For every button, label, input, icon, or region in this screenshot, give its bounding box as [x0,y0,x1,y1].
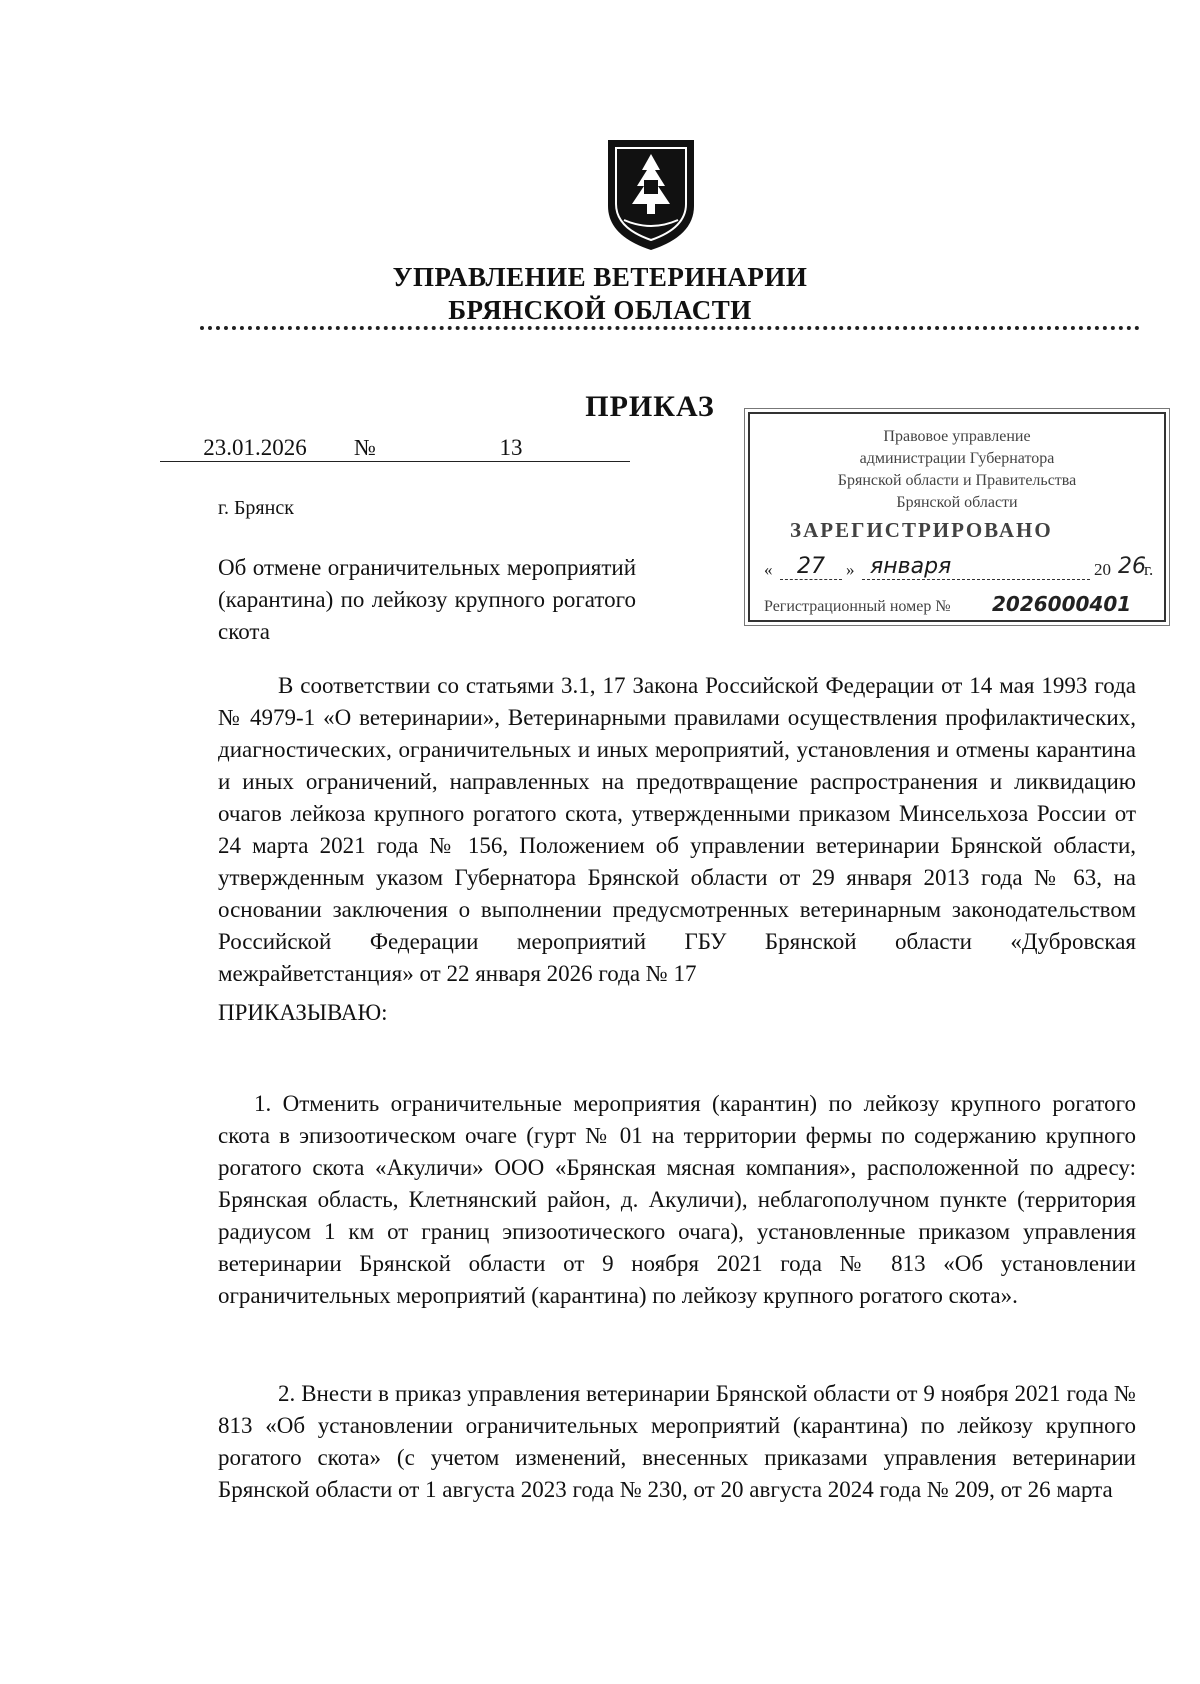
bryansk-coat-of-arms-icon [602,136,700,254]
dotted-divider [200,326,1140,330]
stamp-registered: ЗАРЕГИСТРИРОВАНО [790,518,1053,542]
stamp-date-quote-open: « [764,560,773,579]
registration-stamp [748,412,1166,622]
org-title-line2: БРЯНСКОЙ ОБЛАСТИ [448,295,752,325]
stamp-line1: Правовое управление [883,428,1031,445]
document-city: г. Брянск [218,497,294,519]
document-type: ПРИКАЗ [585,390,715,423]
document-number: 13 [392,435,630,462]
stamp-regnum-label: Регистрационный номер № [764,598,951,615]
stamp-date-year-prefix: 20 [1094,560,1111,579]
stamp-date-year-unit: г. [1144,560,1154,579]
stamp-line2: администрации Губернатора [859,450,1055,467]
stamp-date-month: января [862,554,1090,580]
stamp-date-year-handwritten: 26 [1118,554,1146,579]
stamp-line3: Брянской области и Правительства [837,472,1077,489]
document-date: 23.01.2026 [160,435,350,462]
order-word: ПРИКАЗЫВАЮ: [218,1000,388,1025]
org-title-line1: УПРАВЛЕНИЕ ВЕТЕРИНАРИИ [392,262,808,292]
stamp-regnum-value: 2026000401 [992,592,1132,616]
order-item-2: 2. Внести в приказ управления ветеринарии Брянской области от 9 ноября 2021 года № 813 «Об установлении ограничительных мероприятий (карантина) по лейкозу крупного рогатого скота» (с учетом изменений, внесенных приказами управления ветеринарии Брянской области от 1 августа 2023 года № 230, от 20 августа 2024 года № 209, от 26 марта [218,1381,1136,1502]
stamp-line4: Брянской области [896,494,1018,511]
stamp-date [764,554,1154,584]
stamp-registration-number [764,592,1154,618]
stamp-date-quote-close: » [846,560,855,579]
preamble-paragraph: В соответствии со статьями 3.1, 17 Закона Российской Федерации от 14 мая 1993 года № 4979-1 «О ветеринарии», Ветеринарными правилами осуществления профилактических, диагностических, ограничительных и иных мероприятий, установления и отмены карантина и иных ограничений, направленных на предотвращение распространения и ликвидацию очагов лейкоза крупного рогатого скота, утвержденными приказом Минсельхоза России от 24 марта 2021 года № 156, Положением об управлении ветеринарии Брянской области, утвержденным указом Губернатора Брянской области от 29 января 2013 года № 63, на основании заключения о выполнении предусмотренных ветеринарным законодательством Российской Федерации мероприятий ГБУ Брянской области «Дубровская межрайветстанция» от 22 января 2026 года № 17 [218,673,1136,986]
document-subject: Об отмене ограничительных мероприятий (карантина) по лейкозу крупного рогатого скота [218,555,636,644]
stamp-date-day: 27 [780,554,842,580]
order-item-1: 1. Отменить ограничительные мероприятия (карантин) по лейкозу крупного рогатого скота в эпизоотическом очаге (гурт № 01 на территории фермы по содержанию крупного рогатого скота «Акуличи» ООО «Брянская мясная компания», расположенной по адресу: Брянская область, Клетнянский район, д. Акуличи), неблагополучном пункте (территория радиусом 1 км от границ эпизоотического очага), установленные приказом управления ветеринарии Брянской области от 9 ноября 2021 года № 813 «Об установлении ограничительных мероприятий (карантина) по лейкозу крупного рогатого скота». [218,1091,1136,1308]
date-number-line [160,435,630,465]
number-label: № [350,435,392,462]
